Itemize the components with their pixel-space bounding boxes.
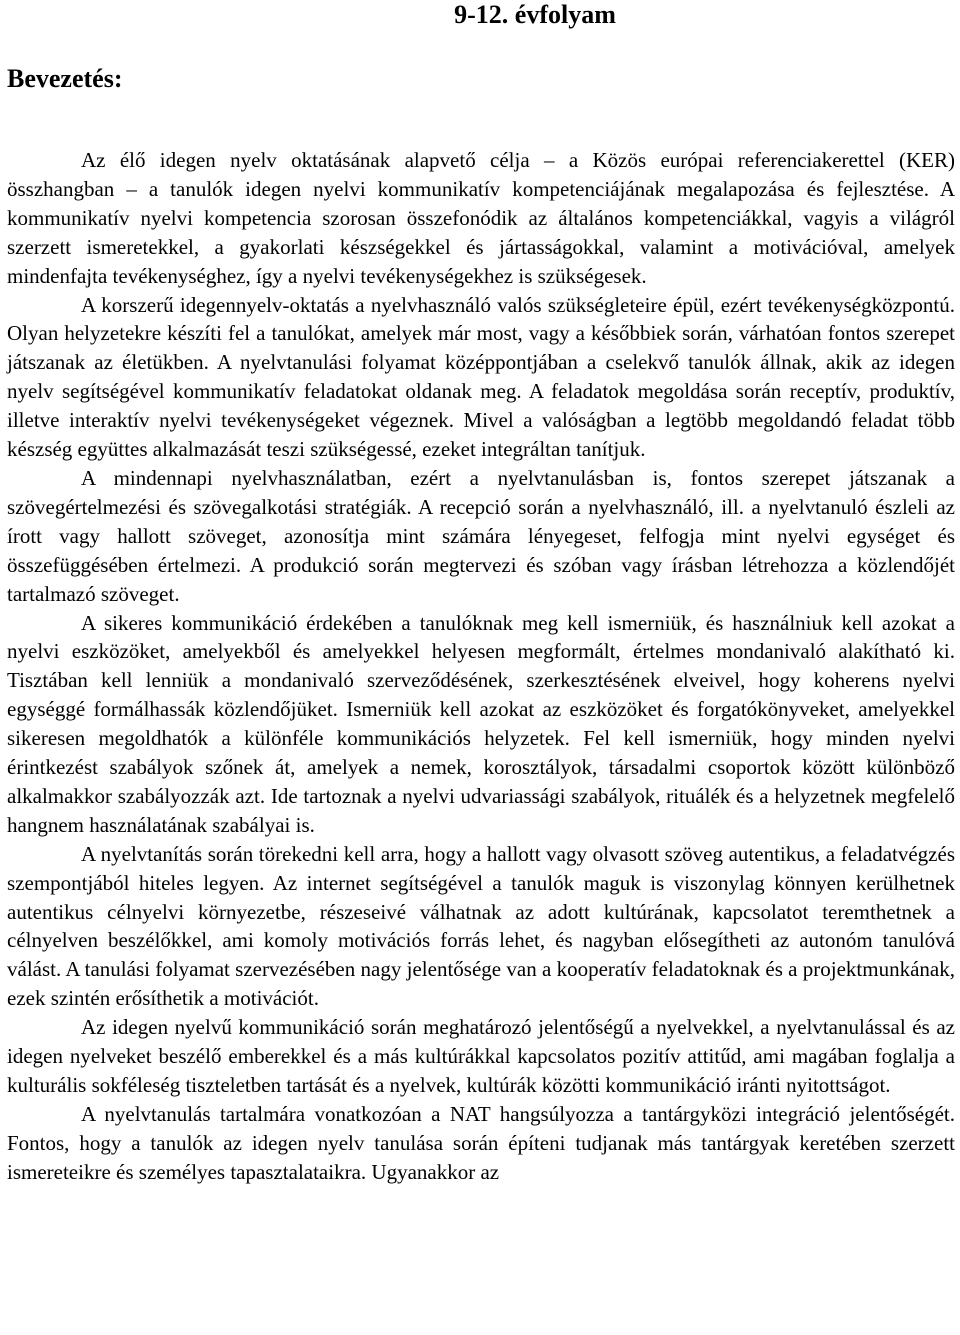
grade-title: 9-12. évfolyam <box>454 0 616 29</box>
paragraph-7: A nyelvtanulás tartalmára vonatkozóan a NAT hangsúlyozza a tantárgyközi integráció jelentőségét. Fontos, hogy a tanulók az idegen nyelv tanulása során építeni tudjanak más tantárgyak keretében szerzett ismereteikre és személyes tapasztalataikra. Ugyanakkor az <box>7 1101 955 1184</box>
document-body <box>7 146 955 1187</box>
paragraph-4: A sikeres kommunikáció érdekében a tanulóknak meg kell ismerniük, és használniuk kell azokat a nyelvi eszközöket, amelyekből és amelyekkel helyesen megformált, értelmes mondanivaló alakítható ki. Tisztában kell lenniük a mondanivaló szerveződésének, szerkesztésének elveivel, hogy koherens nyelvi egységgé formálhassák közlendőjüket. Ismerniük kell azokat az eszközöket és forgatókönyveket, amelyekkel sikeresen megoldhatók a különféle kommunikációs helyzetek. Fel kell ismerniük, hogy minden nyelvi érintkezést szabályok szőnek át, amelyek a nemek, korosztályok, társadalmi csoportok között különböző alkalmakkor szabályozzák azt. Ide tartoznak a nyelvi udvariassági szabályok, rituálék és a helyzetnek megfelelő hangnem használatának szabályai is. <box>7 610 955 837</box>
paragraph-5: A nyelvtanítás során törekedni kell arra, hogy a hallott vagy olvasott szöveg autentikus, a feladatvégzés szempontjából hiteles legyen. Az internet segítségével a tanulók maguk is viszonylag könnyen kerülhetnek autentikus célnyelvi környezetbe, részeseivé válhatnak az adott kultúrának, kapcsolatot teremthetnek a célnyelven beszélőkkel, ami komoly motivációs forrás lehet, és nagyban elősegítheti az autonóm tanulóvá válást. A tanulási folyamat szervezésében nagy jelentősége van a kooperatív feladatoknak és a projektmunkának, ezek szintén erősíthetik a motivációt. <box>7 841 955 1011</box>
paragraph-6: Az idegen nyelvű kommunikáció során meghatározó jelentőségű a nyelvekkel, a nyelvtanulással és az idegen nyelveket beszélő emberekkel és a más kultúrákkal kapcsolatos pozitív attitűd, ami magában foglalja a kulturális sokféleség tiszteletben tartását és a nyelvek, kultúrák közötti kommunikáció iránti nyitottságot. <box>7 1015 955 1097</box>
paragraph-2: A korszerű idegennyelv-oktatás a nyelvhasználó valós szükségleteire épül, ezért tevékenységközpontú. Olyan helyzetekre készíti fel a tanulókat, amelyek már most, vagy a későbbiek során, várhatóan fontos szerepet játszanak az életükben. A nyelvtanulási folyamat középpontjában a cselekvő tanulók állnak, akik az idegen nyelv segítségével kommunikatív feladatokat oldanak meg. A feladatok megoldása során receptív, produktív, illetve interaktív nyelvi tevékenységeket végeznek. Mivel a valóságban a legtöbb megoldandó feladat több készség együttes alkalmazását teszi szükségessé, ezeket integráltan tanítjuk. <box>7 292 955 462</box>
section-heading: Bevezetés: <box>7 64 123 93</box>
paragraph-1: Az élő idegen nyelv oktatásának alapvető célja – a Közös európai referenciakerettel (KER) összhangban – a tanulók idegen nyelvi kommunikatív kompetenciájának megalapozása és fejlesztése. A kommunikatív nyelvi kompetencia szorosan összefonódik az általános kompetenciákkal, vagyis a világról szerzett ismeretekkel, a gyakorlati készségekkel és jártasságokkal, valamint a motivációval, amelyek mindenfajta tevékenységhez, így a nyelvi tevékenységekhez is szükségesek. <box>7 148 955 288</box>
paragraph-3: A mindennapi nyelvhasználatban, ezért a nyelvtanulásban is, fontos szerepet játszanak a szövegértelmezési és szövegalkotási stratégiák. A recepció során a nyelvhasználó, ill. a nyelvtanuló észleli az írott vagy hallott szöveget, azonosítja mint számára lényegeset, felfogja mint nyelvi egységet és összefüggésében értelmezi. A produkció során megtervezi és szóban vagy írásban létrehozza a közlendőjét tartalmazó szöveget. <box>7 465 955 606</box>
